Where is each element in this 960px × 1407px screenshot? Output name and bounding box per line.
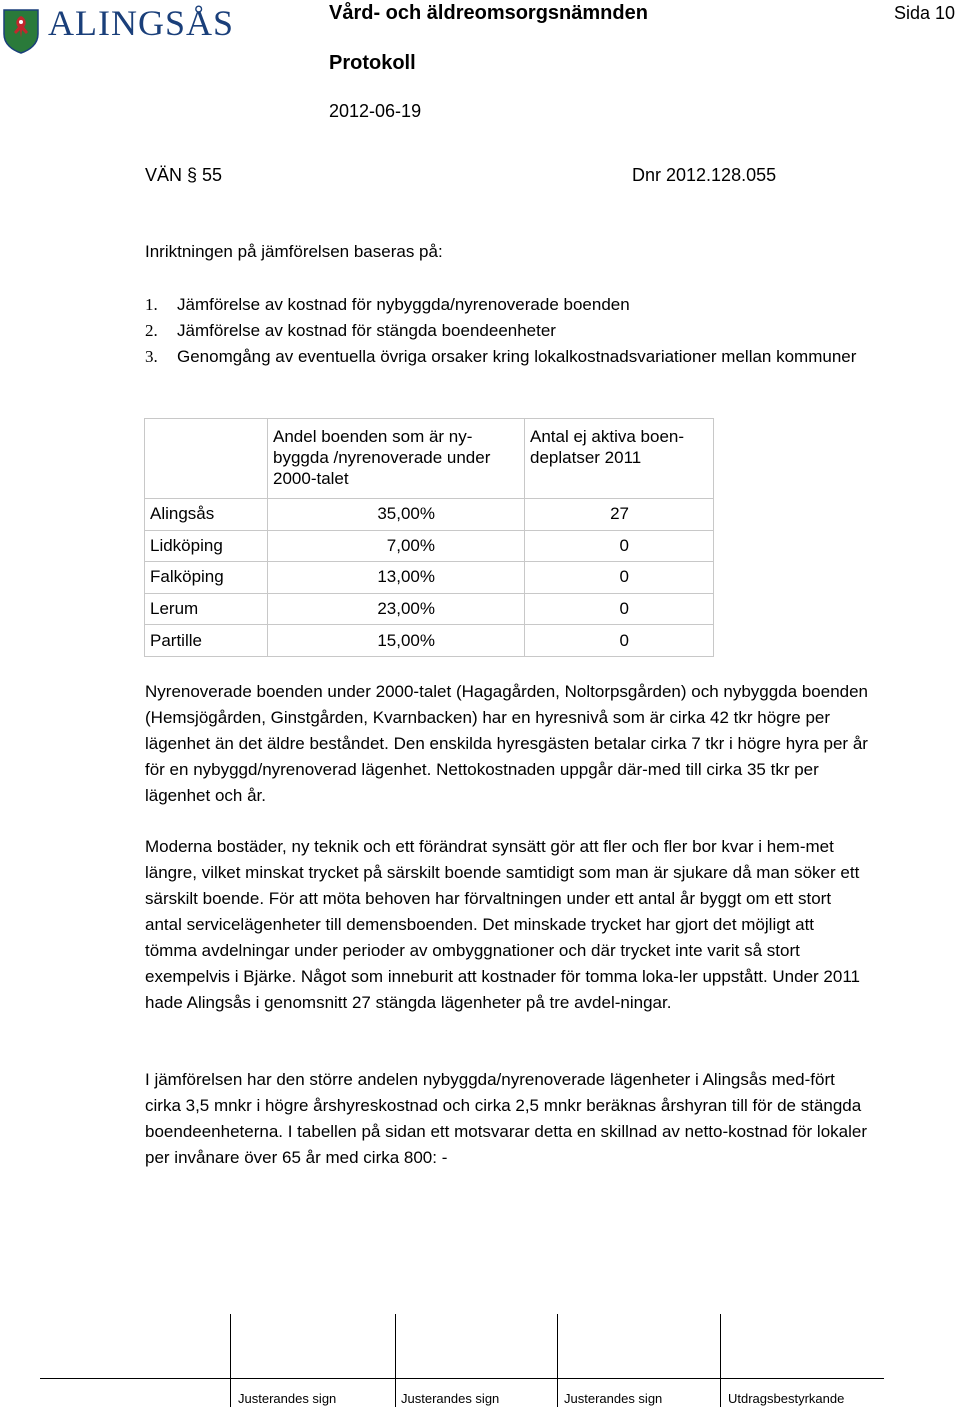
share-cell: 13,00% [268,562,525,594]
document-date: 2012-06-19 [329,101,422,121]
municipality-comparison-table [144,418,714,657]
municipality-logo-text: ALINGSÅS [48,3,235,43]
share-cell: 35,00% [268,499,525,531]
organization-name: Vård- och äldreomsorgsnämnden [329,2,648,24]
share-cell: 23,00% [268,593,525,625]
signature-divider [230,1314,231,1407]
inactive-places-cell: 0 [525,625,714,657]
signature-label: Justerandes sign [401,1391,500,1406]
list-item-number: 1. [145,295,158,314]
list-item [145,318,865,344]
list-item [145,292,865,318]
inactive-places-cell: 0 [525,593,714,625]
municipality-cell: Partille [145,625,268,657]
signature-baseline [40,1378,884,1379]
case-number: VÄN § 55 [145,165,223,185]
table-header-cell: Andel boenden som är ny-byggda /nyrenoverade under 2000-talet [268,419,525,499]
signature-divider [395,1314,396,1407]
table-header-cell [145,419,268,499]
municipality-cell: Falköping [145,562,268,594]
municipality-cell: Lerum [145,593,268,625]
list-item-number: 2. [145,321,158,340]
municipality-cell: Alingsås [145,499,268,531]
list-item-text: Jämförelse av kostnad för nybyggda/nyrenoverade boenden [177,295,630,314]
list-item-text: Jämförelse av kostnad för stängda boendeenheter [177,321,556,340]
body-paragraph: Nyrenoverade boenden under 2000-talet (Hagagården, Noltorpsgården) och nybyggda boenden (Hemsjögården, Ginstgården, Kvarnbacken) har en hyresnivå som är cirka 42 tkr högre per lägenhet än det äldre beståndet. Den enskilda hyresgästen betalar cirka 7 tkr i högre hyra per år för en nybyggd/nyrenoverad lägenhet. Nettokostnaden uppgår där-med till cirka 35 tkr per lägenhet och år. [145,682,869,805]
inactive-places-cell: 27 [525,499,714,531]
document-type: Protokoll [329,52,416,74]
signature-label: Justerandes sign [564,1391,663,1406]
body-paragraph: Moderna bostäder, ny teknik och ett förändrat synsätt gör att fler och fler bor kvar i hem-met längre, vilket minskat trycket på särskilt boende samtidigt som man är sjukare då man söker ett särskilt boende. För att möta behoven har förvaltningen under ett antal år byggt om ett stort antal servicelägenheter till demensboenden. Det minskade trycket har gjort det möjligt att tömma avdelningar under perioder av ombyggnationer och där trycket inte varit så stort exempelvis i Bjärke. Något som inneburit att kostnader för tomma loka-ler uppstått. Under 2011 hade Alingsås i genomsnitt 27 stängda lägenheter på tre avdel-ningar. [145,837,860,1012]
share-cell: 7,00% [268,530,525,562]
list-item-number: 3. [145,347,158,366]
signature-label: Justerandes sign [238,1391,337,1406]
signature-divider [557,1314,558,1407]
comparison-basis-list [145,292,865,370]
diary-number: Dnr 2012.128.055 [632,165,777,185]
list-item-text: Genomgång av eventuella övriga orsaker kring lokalkostnadsvariationer mellan kommuner [177,347,857,366]
inactive-places-cell: 0 [525,562,714,594]
municipality-cell: Lidköping [145,530,268,562]
signature-divider [720,1314,721,1407]
table-row [145,562,714,594]
inactive-places-cell: 0 [525,530,714,562]
table-header-row [145,419,714,499]
share-cell: 15,00% [268,625,525,657]
table-row [145,499,714,531]
table-row [145,530,714,562]
page-number: Sida 10 [894,3,956,23]
signature-label: Utdragsbestyrkande [728,1391,845,1406]
municipal-coat-of-arms-icon [2,8,40,54]
table-header-cell: Antal ej aktiva boen-deplatser 2011 [525,419,714,499]
table-row [145,625,714,657]
body-paragraph: I jämförelsen har den större andelen nybyggda/nyrenoverade lägenheter i Alingsås med-fört cirka 3,5 mnkr i högre årshyreskostnad och cirka 2,5 mnkr beräknas årshyran till för de stängda boendeenheterna. I tabellen på sidan ett motsvarar detta en skillnad av netto-kostnad för lokaler per invånare över 65 år med cirka 800: - [145,1070,868,1167]
intro-text: Inriktningen på jämförelsen baseras på: [145,242,443,261]
list-item [145,344,865,370]
table-row [145,593,714,625]
